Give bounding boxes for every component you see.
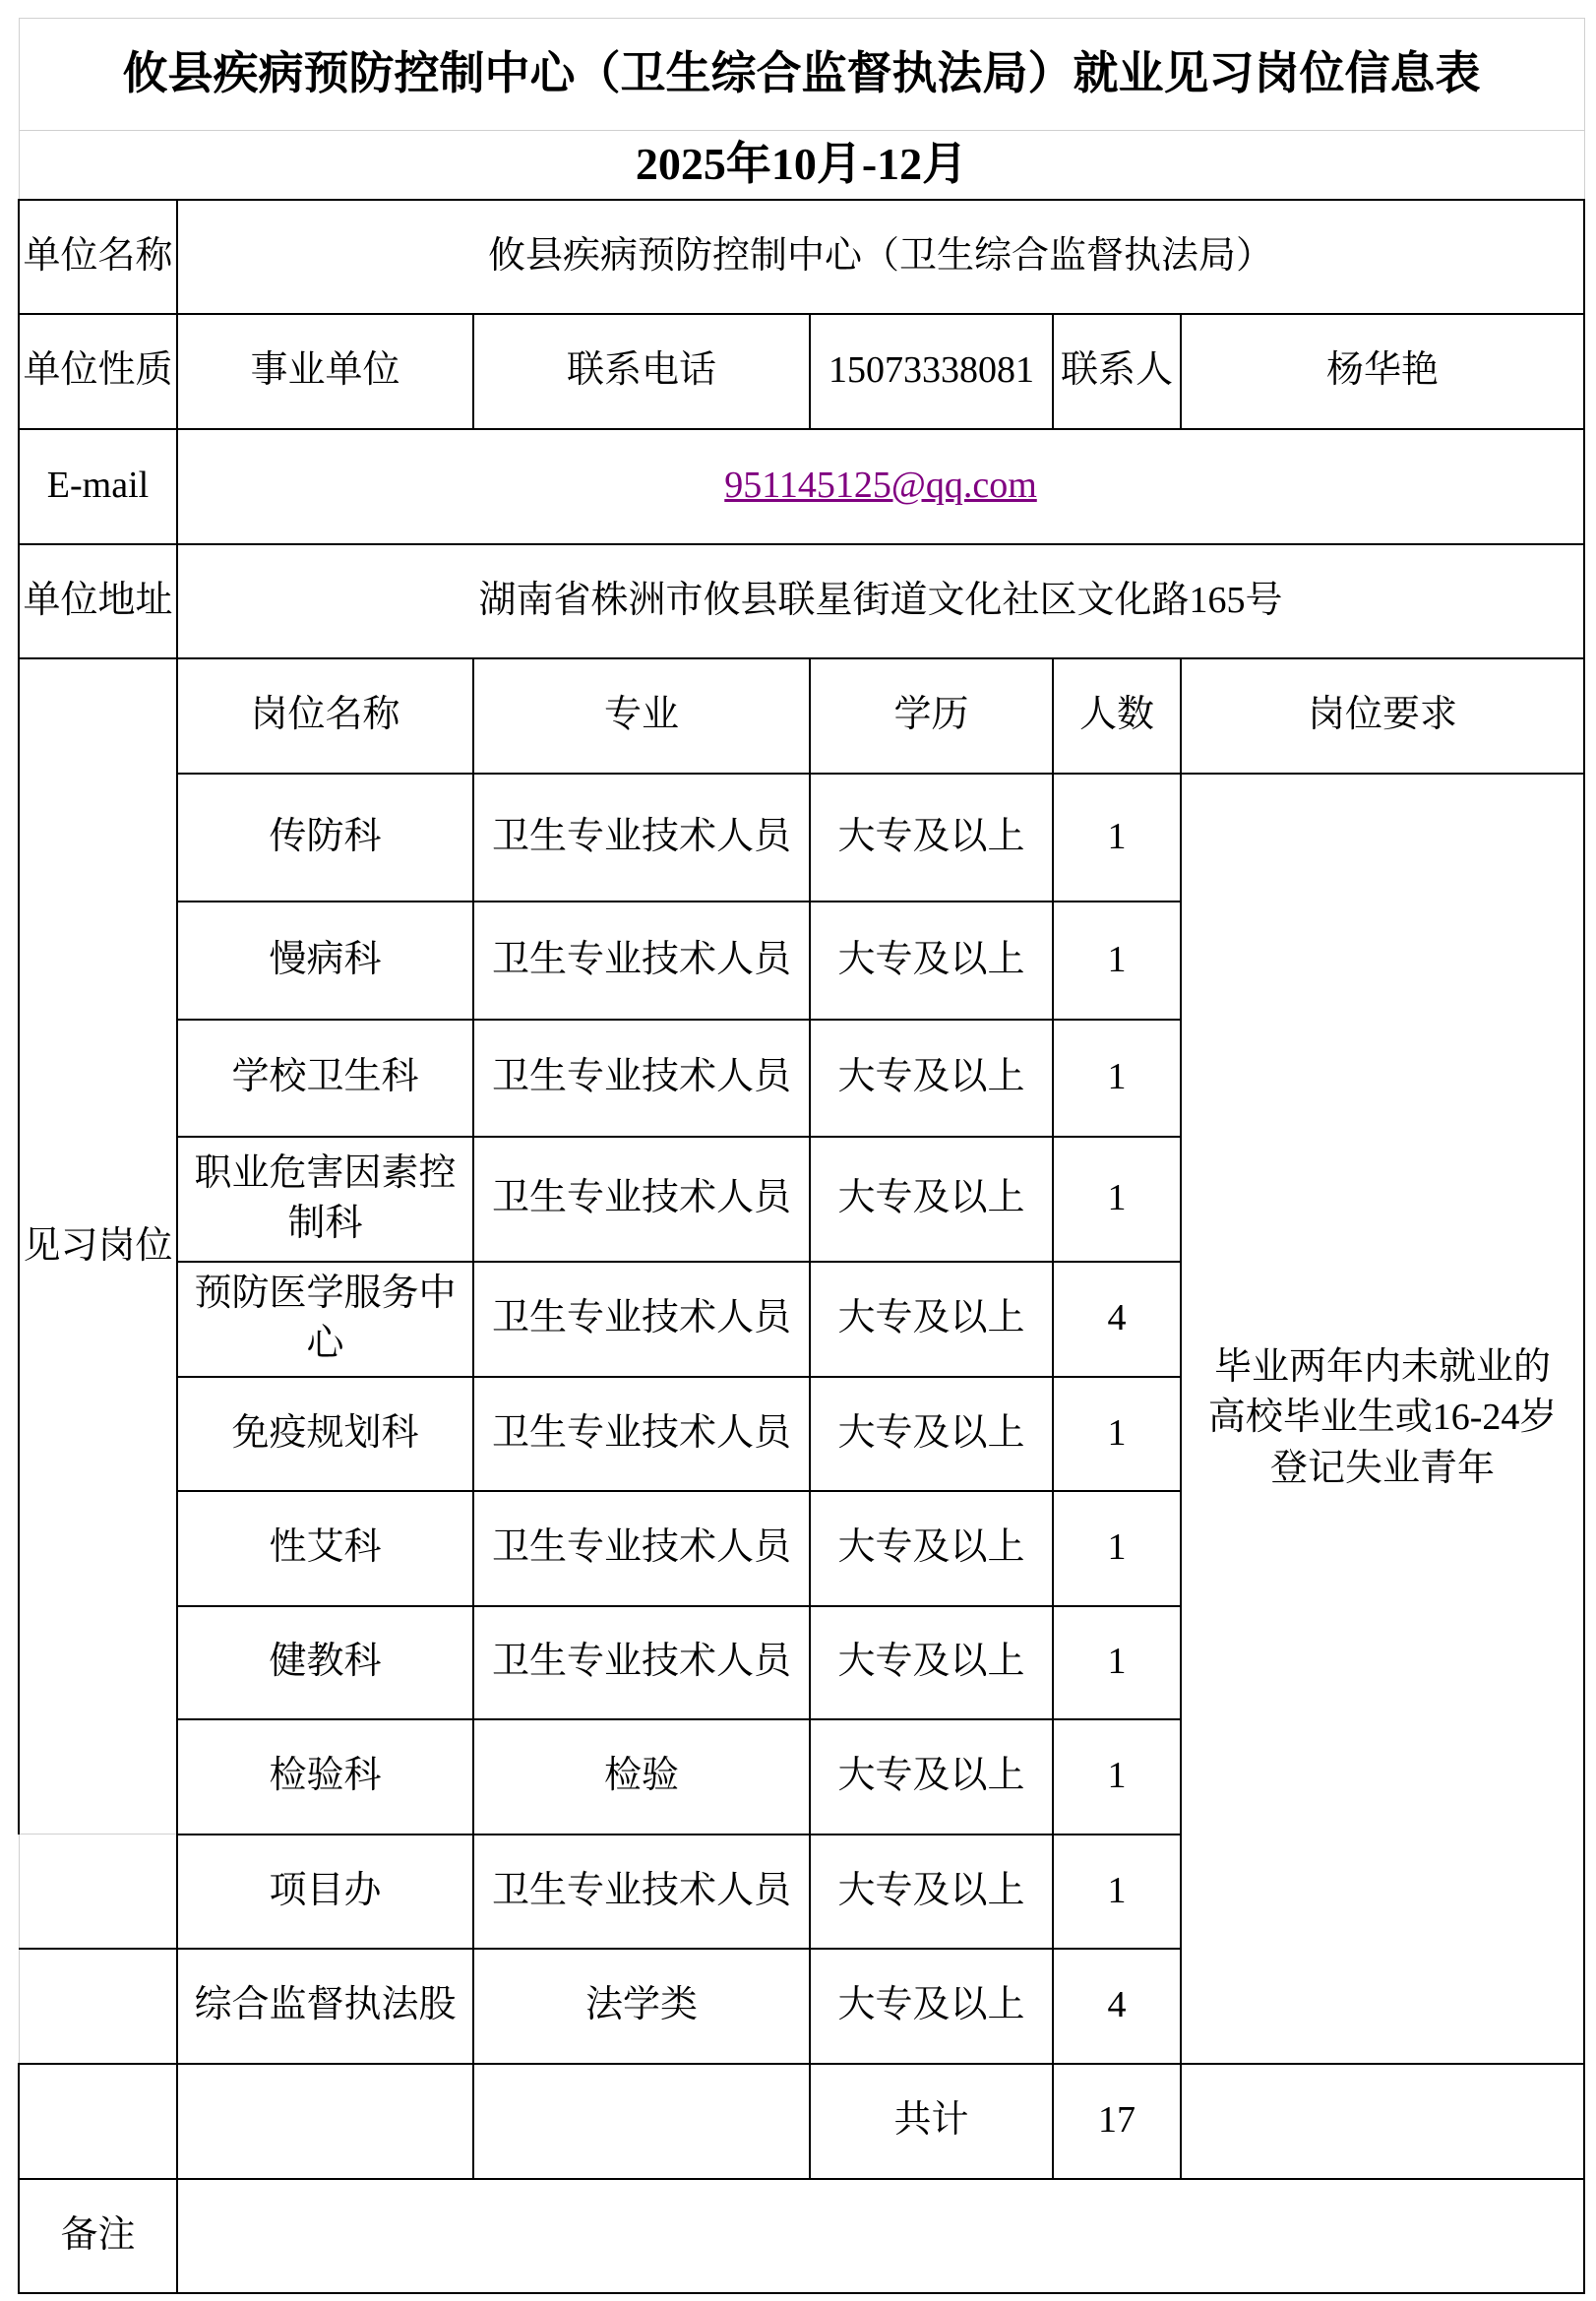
header-education: 学历	[810, 658, 1053, 774]
position-count: 1	[1053, 1377, 1181, 1491]
position-major: 卫生专业技术人员	[473, 1137, 810, 1262]
position-count: 1	[1053, 1606, 1181, 1719]
total-label: 共计	[810, 2064, 1053, 2179]
email-cell	[177, 429, 1584, 544]
total-row	[19, 2064, 1584, 2179]
position-education: 大专及以上	[810, 1719, 1053, 1835]
position-count: 1	[1053, 1719, 1181, 1835]
header-requirement: 岗位要求	[1181, 658, 1584, 774]
position-major: 卫生专业技术人员	[473, 1377, 810, 1491]
position-name: 项目办	[177, 1835, 473, 1949]
position-major: 卫生专业技术人员	[473, 1020, 810, 1137]
position-education: 大专及以上	[810, 1835, 1053, 1949]
position-education: 大专及以上	[810, 1377, 1053, 1491]
contact-value: 杨华艳	[1181, 314, 1584, 429]
empty-cell	[19, 2064, 177, 2179]
remarks-value	[177, 2179, 1584, 2293]
phone-value: 15073338081	[810, 314, 1053, 429]
remarks-label: 备注	[19, 2179, 177, 2293]
unit-type-label: 单位性质	[19, 314, 177, 429]
address-label: 单位地址	[19, 544, 177, 658]
total-value: 17	[1053, 2064, 1181, 2179]
address-value: 湖南省株洲市攸县联星街道文化社区文化路165号	[177, 544, 1584, 658]
position-name: 性艾科	[177, 1491, 473, 1606]
position-education: 大专及以上	[810, 1606, 1053, 1719]
remarks-row	[19, 2179, 1584, 2293]
position-count: 1	[1053, 1137, 1181, 1262]
position-name: 传防科	[177, 774, 473, 902]
position-education: 大专及以上	[810, 1262, 1053, 1377]
position-major: 卫生专业技术人员	[473, 1835, 810, 1949]
empty-cell	[473, 2064, 810, 2179]
unit-name-value: 攸县疾病预防控制中心（卫生综合监督执法局）	[177, 200, 1584, 314]
position-count: 4	[1053, 1949, 1181, 2064]
document-period: 2025年10月-12月	[19, 131, 1584, 200]
position-info-table	[18, 18, 1585, 2294]
empty-cell	[19, 1835, 177, 1949]
position-count: 1	[1053, 774, 1181, 902]
position-count: 1	[1053, 1835, 1181, 1949]
phone-label: 联系电话	[473, 314, 810, 429]
position-name: 慢病科	[177, 902, 473, 1020]
position-major: 卫生专业技术人员	[473, 774, 810, 902]
position-education: 大专及以上	[810, 1491, 1053, 1606]
position-name: 学校卫生科	[177, 1020, 473, 1137]
position-count: 1	[1053, 902, 1181, 1020]
position-education: 大专及以上	[810, 1020, 1053, 1137]
empty-cell	[19, 1949, 177, 2064]
positions-label: 见习岗位	[19, 658, 177, 1835]
position-major: 卫生专业技术人员	[473, 1491, 810, 1606]
email-link[interactable]: 951145125@qq.com	[724, 465, 1037, 507]
contact-label: 联系人	[1053, 314, 1181, 429]
table-row	[19, 774, 1584, 902]
position-count: 4	[1053, 1262, 1181, 1377]
unit-name-label: 单位名称	[19, 200, 177, 314]
header-position-name: 岗位名称	[177, 658, 473, 774]
position-major: 卫生专业技术人员	[473, 1262, 810, 1377]
position-major: 卫生专业技术人员	[473, 902, 810, 1020]
position-name: 职业危害因素控制科	[177, 1137, 473, 1262]
position-education: 大专及以上	[810, 1949, 1053, 2064]
position-major: 检验	[473, 1719, 810, 1835]
header-count: 人数	[1053, 658, 1181, 774]
position-education: 大专及以上	[810, 1137, 1053, 1262]
empty-cell	[1181, 2064, 1584, 2179]
position-name: 综合监督执法股	[177, 1949, 473, 2064]
position-name: 预防医学服务中心	[177, 1262, 473, 1377]
position-count: 1	[1053, 1020, 1181, 1137]
position-education: 大专及以上	[810, 902, 1053, 1020]
empty-cell	[177, 2064, 473, 2179]
position-name: 检验科	[177, 1719, 473, 1835]
position-name: 免疫规划科	[177, 1377, 473, 1491]
position-count: 1	[1053, 1491, 1181, 1606]
position-major: 卫生专业技术人员	[473, 1606, 810, 1719]
requirement-cell	[1181, 774, 1584, 2064]
unit-type-value: 事业单位	[177, 314, 473, 429]
position-major: 法学类	[473, 1949, 810, 2064]
position-name: 健教科	[177, 1606, 473, 1719]
document-title: 攸县疾病预防控制中心（卫生综合监督执法局）就业见习岗位信息表	[19, 19, 1584, 131]
position-education: 大专及以上	[810, 774, 1053, 902]
header-major: 专业	[473, 658, 810, 774]
requirement-text: 毕业两年内未就业的高校毕业生或16-24岁登记失业青年	[1207, 1346, 1558, 1489]
email-label: E-mail	[19, 429, 177, 544]
